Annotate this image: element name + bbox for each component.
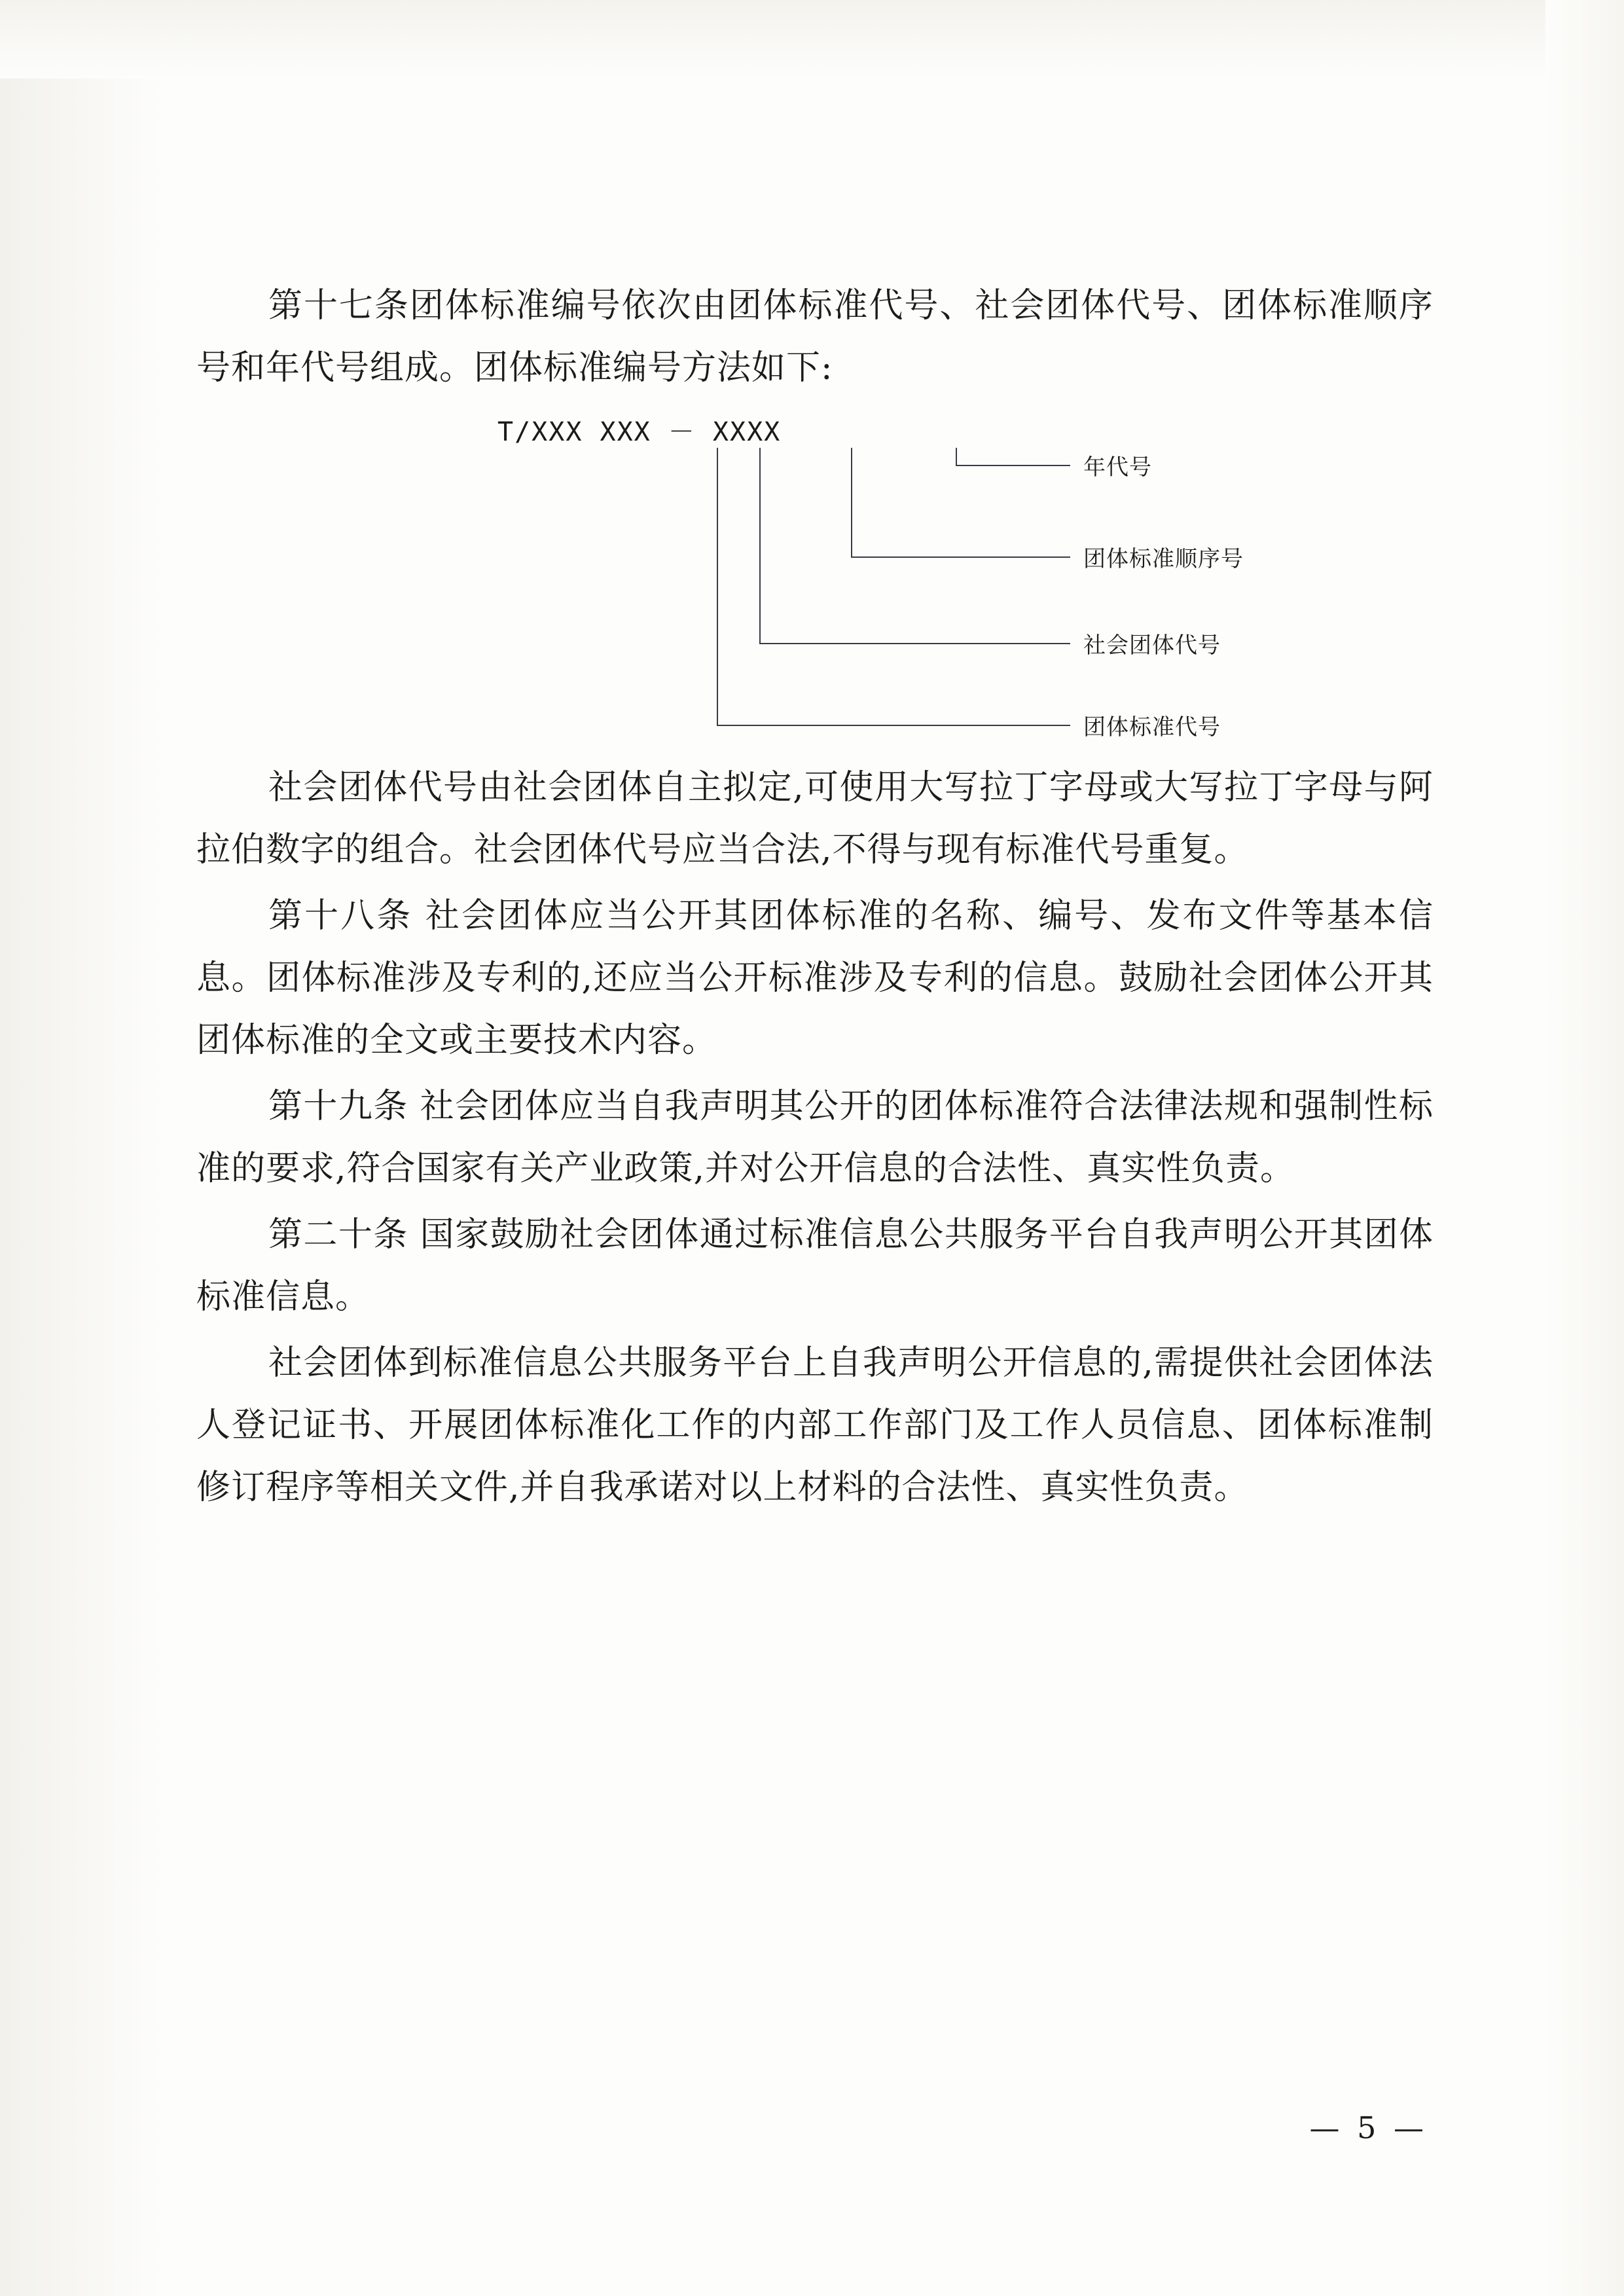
paragraph-article-18: 第十八条 社会团体应当公开其团体标准的名称、编号、发布文件等基本信息。团体标准涉及专利的,还应当公开标准涉及专利的信息。鼓励社会团体公开其团体标准的全文或主要技术内容。 xyxy=(196,896,1434,1060)
paragraph-article-17: 第十七条团体标准编号依次由团体标准代号、社会团体代号、团体标准顺序号和年代号组成。团体标准编号方法如下: xyxy=(196,286,1434,388)
paragraph-society-code-rule: 社会团体代号由社会团体自主拟定,可使用大写拉丁字母或大写拉丁字母与阿拉伯数字的组合。社会团体代号应当合法,不得与现有标准代号重复。 xyxy=(196,768,1434,869)
document-body xyxy=(196,275,1434,1523)
figure-code-sample: T/XXX XXX － XXXX xyxy=(497,417,782,447)
figure-label-sequence-number: 团体标准顺序号 xyxy=(1083,546,1244,572)
leader-line-standard-code xyxy=(717,448,1070,726)
page-number: — 5 — xyxy=(1309,2110,1428,2145)
paragraph-article-19: 第十九条 社会团体应当自我声明其公开的团体标准符合法律法规和强制性标准的要求,符合国家有关产业政策,并对公开信息的合法性、真实性负责。 xyxy=(196,1087,1434,1188)
figure-label-standard-code: 团体标准代号 xyxy=(1083,714,1221,740)
paper-edge-left xyxy=(0,0,164,2296)
standard-number-figure xyxy=(196,411,1434,738)
figure-label-year-code: 年代号 xyxy=(1083,454,1152,481)
paragraph-platform-requirements: 社会团体到标准信息公共服务平台上自我声明公开信息的,需提供社会团体法人登记证书、开展团体标准化工作的内部工作部门及工作人员信息、团体标准制修订程序等相关文件,并自我承诺对以上材料的合法性、真实性负责。 xyxy=(196,1343,1434,1507)
paper-edge-right xyxy=(1545,0,1624,2296)
paper-edge-top xyxy=(0,0,1624,79)
paragraph-article-20: 第二十条 国家鼓励社会团体通过标准信息公共服务平台自我声明公开其团体标准信息。 xyxy=(196,1215,1434,1317)
figure-label-society-code: 社会团体代号 xyxy=(1083,632,1221,659)
